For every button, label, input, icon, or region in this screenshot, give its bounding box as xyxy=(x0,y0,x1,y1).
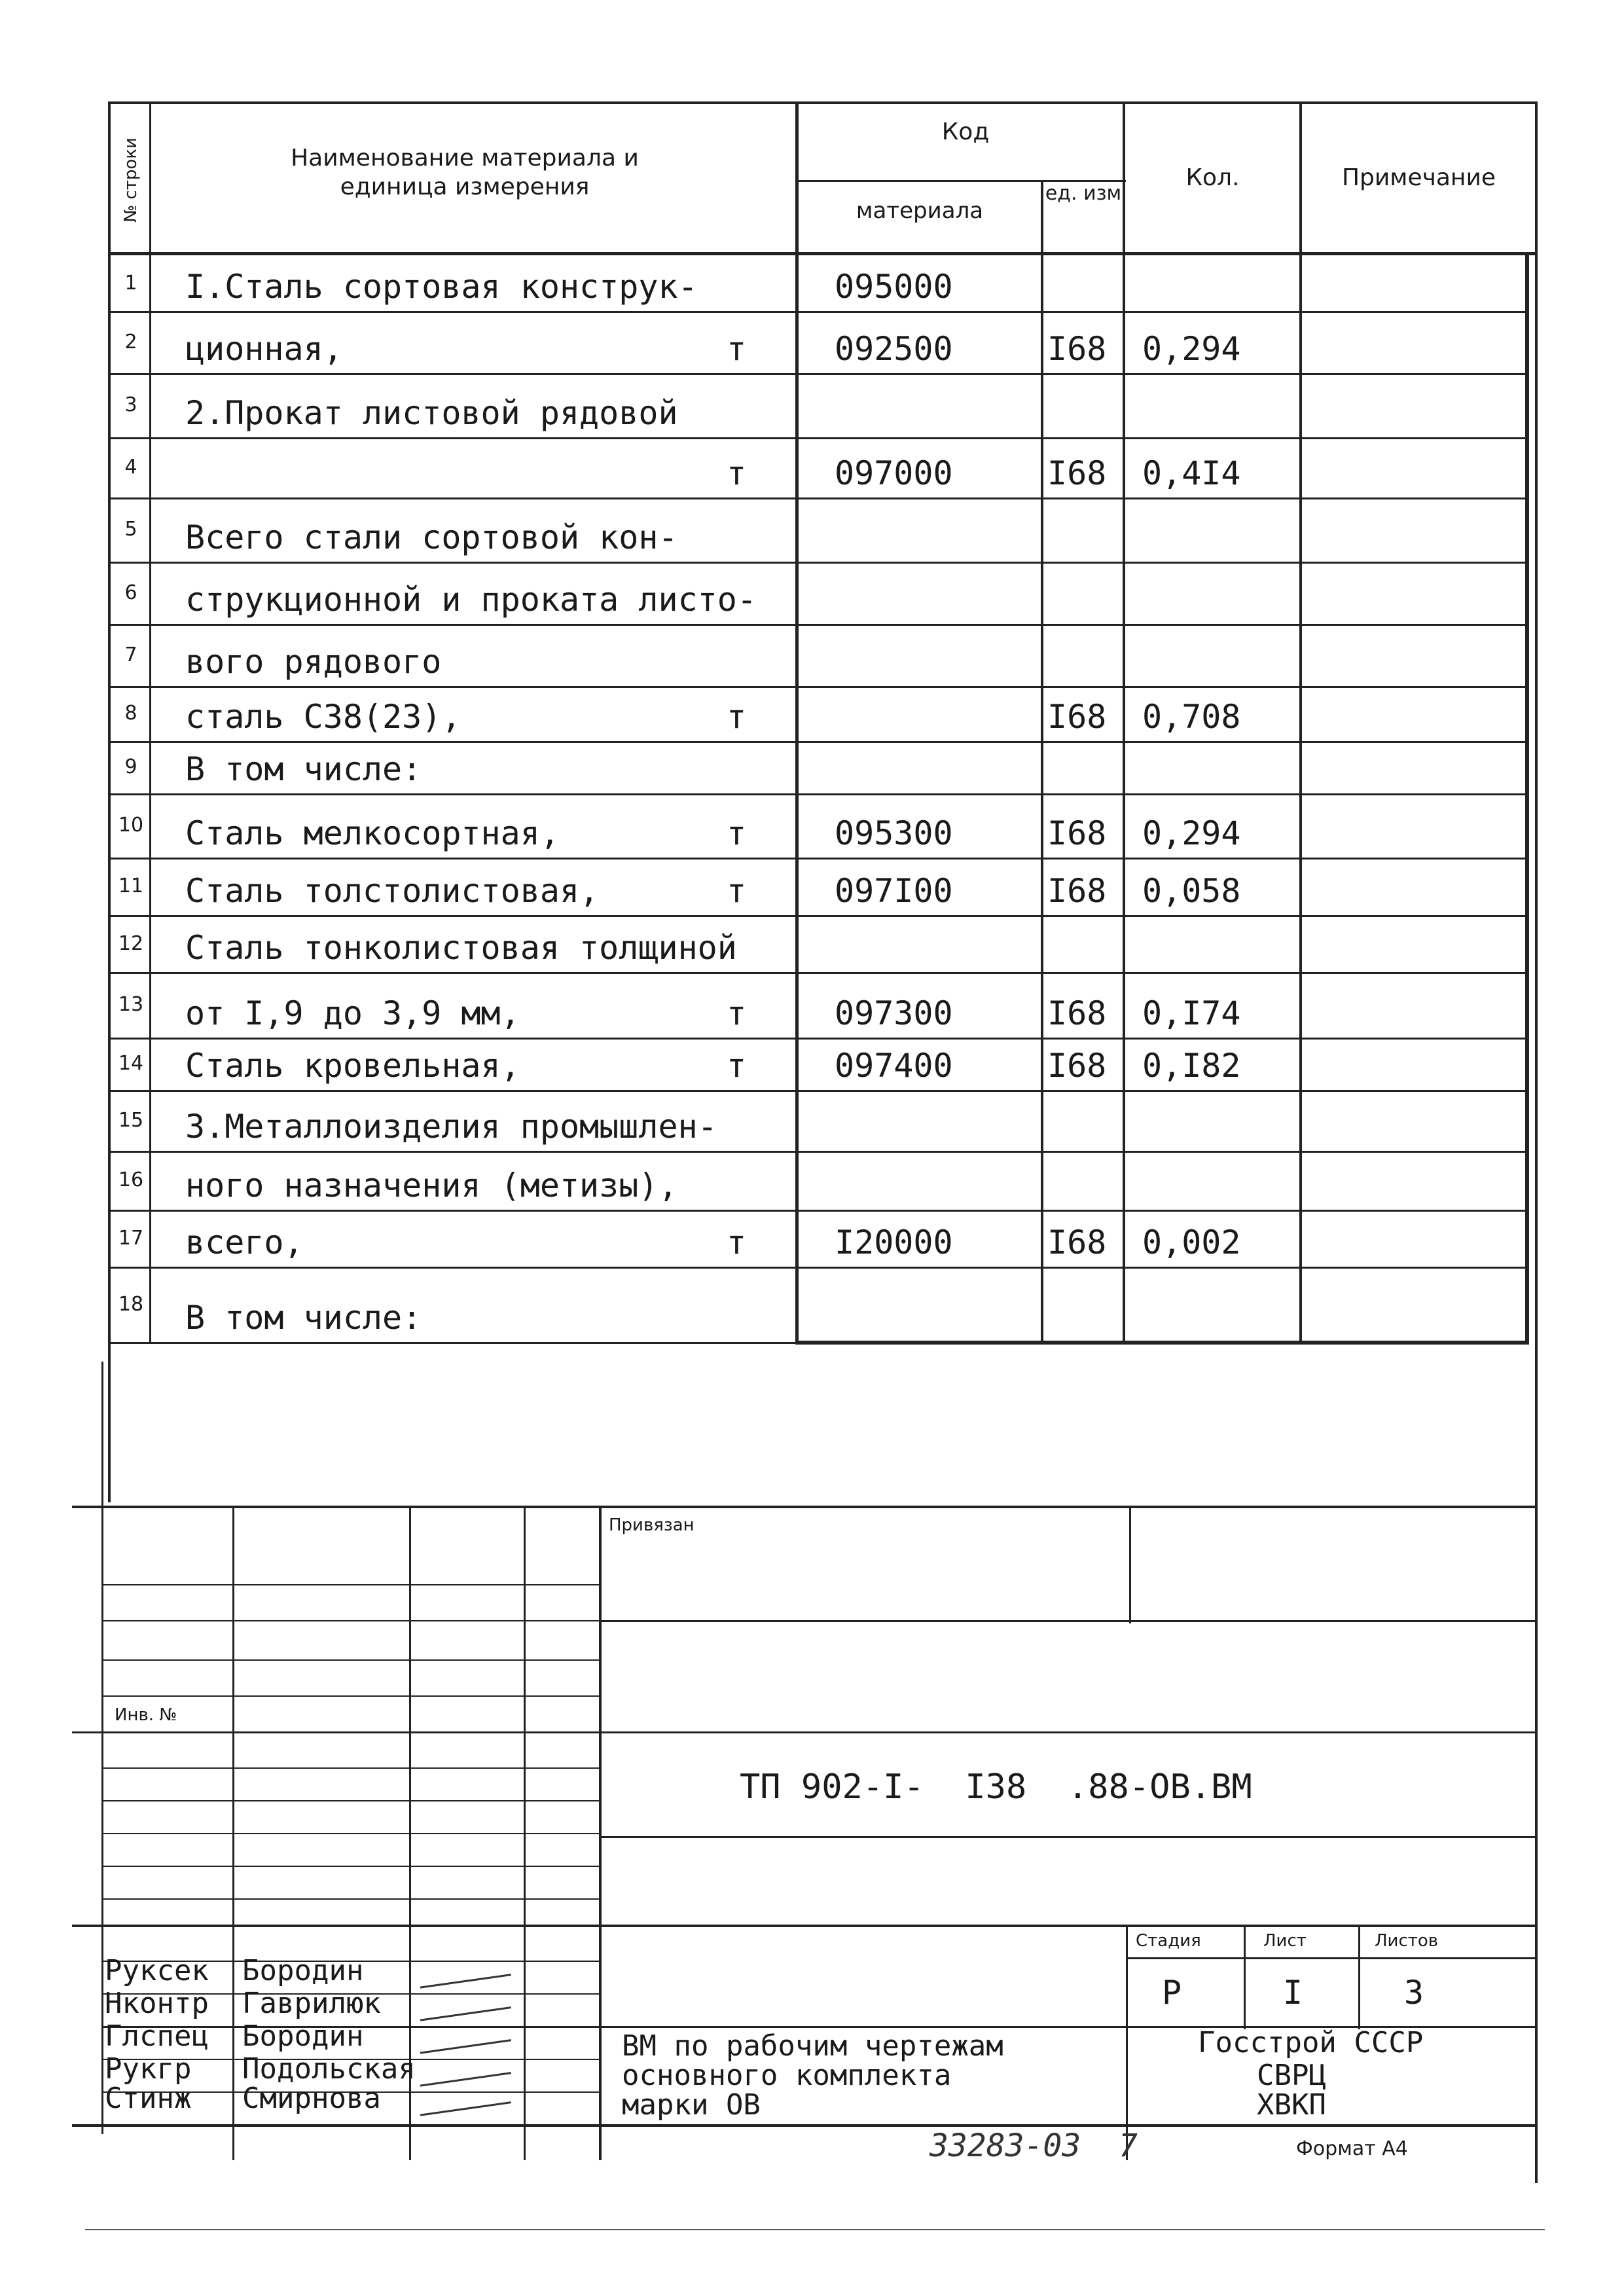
stamp-hline-a xyxy=(101,1584,599,1585)
unit-of-measure: т xyxy=(727,872,747,910)
code-header: Код xyxy=(941,118,990,145)
material-name: Сталь тонколистовая толщиной xyxy=(185,929,737,967)
material-name: I.Сталь сортовая конструк- xyxy=(185,268,698,306)
org-line-2: СВРЦ xyxy=(1257,2059,1326,2092)
stamp-hline-n xyxy=(1126,1957,1535,1959)
material-name: вого рядового xyxy=(185,643,442,681)
table-row xyxy=(108,1090,1528,1153)
table-row xyxy=(108,1151,1528,1212)
row-number: 6 xyxy=(124,581,137,604)
unit-code: I68 xyxy=(1047,814,1107,852)
table-row xyxy=(108,1210,1528,1269)
stage-label: Стадия xyxy=(1136,1931,1201,1951)
material-code: 097000 xyxy=(835,454,953,492)
row-number: 11 xyxy=(118,875,144,897)
unit-code: I68 xyxy=(1047,330,1107,368)
stamp-hline-b xyxy=(101,1620,599,1621)
quantity: 0,4I4 xyxy=(1142,454,1241,492)
material-code: 097400 xyxy=(835,1047,953,1085)
stamp-hline-k xyxy=(101,1898,599,1900)
row-number: 2 xyxy=(124,330,137,353)
stamp-hline-f xyxy=(72,1731,1535,1733)
sheets-value: 3 xyxy=(1404,1974,1424,2012)
stamp-hline-g xyxy=(101,1767,599,1769)
row-number: 3 xyxy=(124,393,137,416)
stamp-hline-e xyxy=(101,1695,599,1697)
sheets-label: Листов xyxy=(1375,1931,1439,1951)
stamp-hline-l xyxy=(599,1836,1535,1838)
unit-of-measure: т xyxy=(727,814,747,852)
material-name: Сталь мелкосортная, xyxy=(185,814,560,852)
row-number: 10 xyxy=(118,814,144,837)
row-number: 16 xyxy=(118,1168,144,1191)
stage-value: Р xyxy=(1162,1974,1182,2012)
stamp-hline-j xyxy=(101,1866,599,1867)
table-row xyxy=(108,437,1528,499)
material-code: 097I00 xyxy=(835,872,953,910)
row-number: 12 xyxy=(118,932,144,955)
row-number: 7 xyxy=(124,643,137,666)
handwritten-signature xyxy=(418,2026,511,2054)
material-name: В том числе: xyxy=(185,1299,422,1337)
row-number: 5 xyxy=(124,518,137,541)
row-number: 15 xyxy=(118,1108,144,1132)
quantity: 0,I74 xyxy=(1142,994,1241,1032)
table-row xyxy=(108,793,1528,860)
row-number: 1 xyxy=(124,271,137,295)
unit-code: I68 xyxy=(1047,454,1107,492)
table-row xyxy=(108,255,1528,313)
unit-code: I68 xyxy=(1047,994,1107,1032)
table-row xyxy=(108,858,1528,917)
signature-role: Стинж xyxy=(105,2082,192,2115)
signature-role: Нконтр xyxy=(105,1987,209,2020)
stamp-hline-m xyxy=(72,1925,1535,1927)
signature-name: Бородин xyxy=(242,2019,364,2053)
table-row xyxy=(108,915,1528,974)
stamp-vline-5 xyxy=(1129,1506,1131,1623)
footer-number: 33283-03 7 xyxy=(929,2127,1138,2164)
material-code: 092500 xyxy=(835,330,953,368)
table-row xyxy=(108,686,1528,743)
sheet-value: I xyxy=(1283,1974,1303,2012)
material-name: 2.Прокат листовой рядовой xyxy=(185,394,678,432)
document-code: ТП 902-I- I38 .88-ОВ.ВМ xyxy=(740,1767,1252,1807)
header-code-divider xyxy=(799,180,1126,182)
handwritten-signature xyxy=(418,1961,511,1988)
frame-right-line xyxy=(1535,101,1538,2183)
unit-of-measure: т xyxy=(727,994,747,1032)
row-number: 9 xyxy=(124,755,137,778)
material-name: В том числе: xyxy=(185,750,422,788)
signature-name: Подольская xyxy=(242,2052,416,2086)
stamp-bottom-line xyxy=(72,2124,1535,2127)
signature-name: Бородин xyxy=(242,1954,364,1987)
unit-code: I68 xyxy=(1047,1047,1107,1085)
material-code: 095300 xyxy=(835,814,953,852)
material-code: I20000 xyxy=(835,1223,953,1261)
unit-of-measure: т xyxy=(727,1223,747,1261)
unit-of-measure: т xyxy=(727,698,747,736)
row-number: 18 xyxy=(118,1292,144,1316)
unit-of-measure: т xyxy=(727,454,747,492)
note-header: Примечание xyxy=(1341,164,1496,191)
material-name: ционная, xyxy=(185,330,343,368)
material-name: от I,9 до 3,9 мм, xyxy=(185,994,520,1032)
table-row xyxy=(108,741,1528,795)
table-row xyxy=(108,498,1528,564)
bound-label: Привязан xyxy=(609,1515,695,1535)
frame-left-extra-line xyxy=(101,1362,103,2134)
stamp-vline-8 xyxy=(1358,1925,1360,2029)
quantity: 0,294 xyxy=(1142,330,1241,368)
table-row xyxy=(108,972,1528,1040)
handwritten-signature xyxy=(418,1993,511,2021)
page-bottom-line xyxy=(85,2229,1545,2230)
stamp-hline-h xyxy=(101,1800,599,1801)
org-line-3: ХВКП xyxy=(1257,2088,1326,2122)
handwritten-signature xyxy=(418,2059,511,2086)
stamp-top-line xyxy=(72,1506,1535,1508)
row-number: 8 xyxy=(124,702,137,725)
stamp-hline-d xyxy=(101,1659,599,1661)
row-number: 4 xyxy=(124,456,137,479)
quantity: 0,058 xyxy=(1142,872,1241,910)
title-line-1: ВМ по рабочим чертежам xyxy=(622,2029,1003,2063)
row-number-header: № строки xyxy=(121,137,141,223)
table-row xyxy=(108,1267,1528,1344)
table-row xyxy=(108,1038,1528,1092)
unit-code: I68 xyxy=(1047,1223,1107,1261)
material-name: 3.Металлоизделия промышлен- xyxy=(185,1108,717,1146)
stamp-hline-c xyxy=(599,1620,1535,1622)
frame-top-line xyxy=(108,101,1538,104)
inventory-number-label: Инв. № xyxy=(115,1705,177,1725)
quantity: 0,I82 xyxy=(1142,1047,1241,1085)
signature-role: Рукгр xyxy=(105,2052,192,2086)
sheet-label: Лист xyxy=(1263,1931,1307,1951)
stamp-vline-7 xyxy=(1244,1925,1246,2029)
material-name: всего, xyxy=(185,1223,304,1261)
quantity: 0,708 xyxy=(1142,698,1241,736)
quantity-header: Кол. xyxy=(1185,164,1240,191)
row-number: 13 xyxy=(118,993,144,1016)
material-name: Сталь кровельная, xyxy=(185,1047,520,1085)
unit-code: I68 xyxy=(1047,698,1107,736)
org-line-1: Госстрой СССР xyxy=(1198,2026,1424,2059)
material-name: струкционной и проката листо- xyxy=(185,581,757,619)
material-code: 097300 xyxy=(835,994,953,1032)
title-line-3: марки ОВ xyxy=(622,2088,761,2122)
quantity: 0,002 xyxy=(1142,1223,1241,1261)
row-number: 17 xyxy=(118,1226,144,1250)
signature-role: Глспец xyxy=(105,2019,209,2053)
stamp-vline-4 xyxy=(599,1506,602,2160)
material-name: сталь С38(23), xyxy=(185,698,461,736)
unit-of-measure: т xyxy=(727,330,747,368)
code-unit-header: ед. изм xyxy=(1045,182,1122,205)
material-name: Сталь толстолистовая, xyxy=(185,872,600,910)
signature-name: Смирнова xyxy=(242,2082,381,2115)
table-row xyxy=(108,311,1528,375)
signature-name: Гаврилюк xyxy=(242,1987,381,2020)
format-label: Формат А4 xyxy=(1296,2137,1408,2160)
material-name: ного назначения (метизы), xyxy=(185,1167,678,1204)
unit-of-measure: т xyxy=(727,1047,747,1085)
table-row xyxy=(108,624,1528,688)
material-name-header: Наименование материала и единица измерения xyxy=(291,145,639,200)
material-code: 095000 xyxy=(835,268,953,306)
table-row xyxy=(108,373,1528,439)
title-line-2: основного комплекта xyxy=(622,2059,952,2092)
signature-role: Руксек xyxy=(105,1954,209,1987)
table-row xyxy=(108,562,1528,626)
stamp-hline-i xyxy=(101,1833,599,1834)
row-number: 14 xyxy=(118,1052,144,1075)
quantity: 0,294 xyxy=(1142,814,1241,852)
unit-code: I68 xyxy=(1047,872,1107,910)
code-material-header: материала xyxy=(856,198,984,224)
material-name: Всего стали сортовой кон- xyxy=(185,518,678,556)
